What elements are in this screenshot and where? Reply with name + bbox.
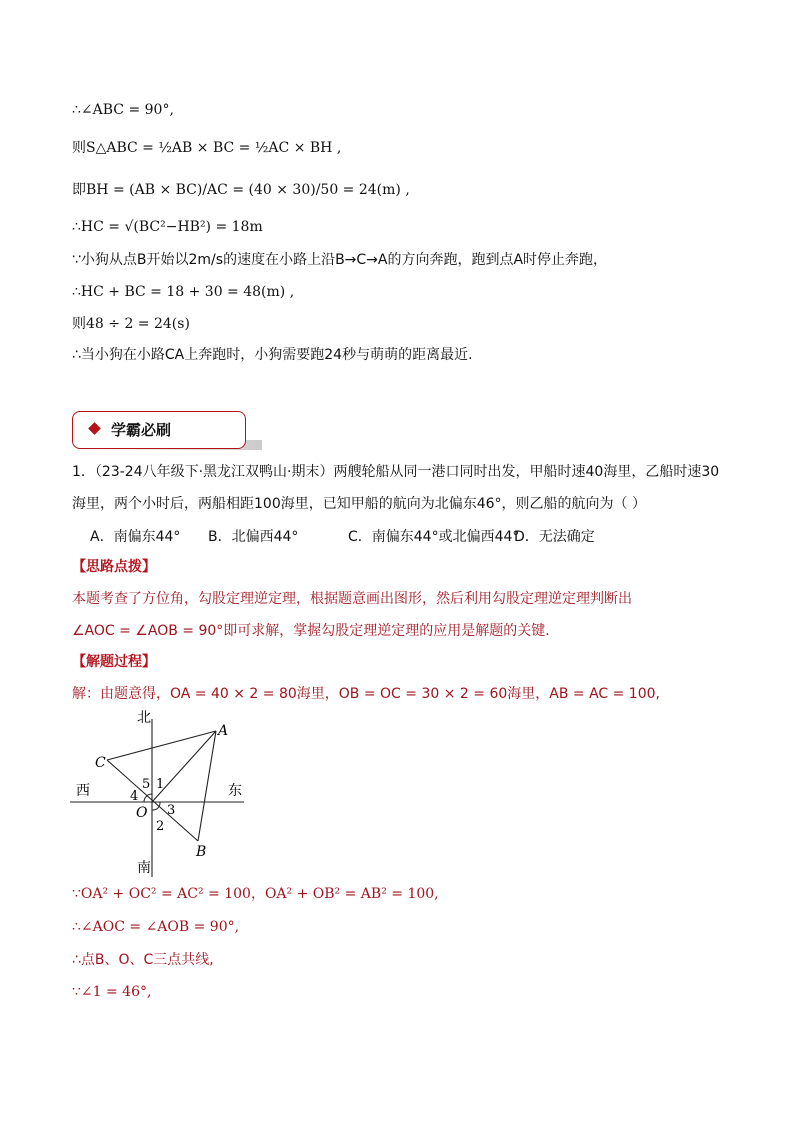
process-line-3: ∴∠AOC = ∠AOB = 90°, — [72, 919, 240, 935]
process-line-2: ∵OA² + OC² = AC² = 100，OA² + OB² = AB² = 100, — [72, 886, 439, 902]
solution-line-8: ∴当小狗在小路CA上奔跑时，小狗需要跑24秒与萌萌的距离最近. — [72, 347, 473, 363]
solution-line-6: ∴HC + BC = 18 + 30 = 48(m) , — [72, 284, 295, 300]
label-o: O — [136, 805, 148, 821]
hint-tag: 【思路点拨】 — [72, 559, 156, 575]
label-north: 北 — [137, 710, 151, 726]
label-angle-1: 1 — [156, 777, 165, 792]
solution-line-3: 即BH = (AB × BC)/AC = (40 × 30)/50 = 24(m) , — [72, 182, 410, 198]
process-line-5: ∵∠1 = 46°, — [72, 984, 152, 1000]
label-c: C — [95, 755, 106, 771]
hint-text-2: ∠AOC = ∠AOB = 90°即可求解，掌握勾股定理逆定理的应用是解题的关键. — [72, 623, 550, 639]
option-d: D．无法确定 — [514, 529, 595, 545]
question-source: （23-24八年级下·黑龙江双鸭山·期末） — [94, 464, 334, 480]
angle-arc-2 — [152, 808, 158, 810]
segment-ca — [107, 731, 216, 760]
label-b: B — [196, 844, 207, 860]
process-line-1: 解：由题意得，OA = 40 × 2 = 80海里，OB = OC = 30 × 2 = 60海里，AB = AC = 100, — [72, 686, 660, 702]
label-east: 东 — [228, 783, 242, 799]
process-tag: 【解题过程】 — [72, 654, 156, 670]
question-text-1: 两艘轮船从同一港口同时出发，甲船时速40海里，乙船时速30 — [333, 464, 720, 480]
section-header — [72, 411, 246, 449]
angle-arc-4 — [144, 794, 152, 802]
solution-line-1: ∴∠ABC = 90°, — [72, 102, 174, 118]
label-south: 南 — [137, 860, 151, 876]
solution-line-7: 则48 ÷ 2 = 24(s) — [72, 316, 190, 332]
hint-text-1: 本题考查了方位角，勾股定理逆定理，根据题意画出图形，然后利用勾股定理逆定理判断出 — [72, 591, 632, 607]
solution-line-2: 则S△ABC = ½AB × BC = ½AC × BH , — [72, 140, 342, 156]
option-b: B．北偏西44° — [208, 529, 299, 545]
question-line-1 — [72, 462, 719, 482]
label-angle-4: 4 — [130, 789, 139, 804]
label-a: A — [218, 723, 229, 739]
label-angle-2: 2 — [156, 819, 165, 834]
direction-diagram — [70, 705, 250, 880]
solution-line-4: ∴HC = √(BC²−HB²) = 18m — [72, 219, 263, 235]
option-a: A．南偏东44° — [90, 529, 181, 545]
section-title: 学霸必刷 — [111, 421, 172, 439]
process-line-4: ∴点B、O、C三点共线, — [72, 952, 214, 968]
label-west: 西 — [76, 783, 90, 799]
diamond-icon — [88, 422, 101, 435]
label-angle-5: 5 — [142, 777, 151, 792]
question-number: 1． — [72, 464, 95, 480]
option-c: C．南偏东44°或北偏西44° — [348, 529, 520, 545]
question-line-2: 海里，两个小时后，两船相距100海里，已知甲船的航向为北偏东46°，则乙船的航向为（ ） — [72, 496, 646, 512]
label-angle-3: 3 — [167, 803, 176, 818]
solution-line-5: ∵小狗从点B开始以2m/s的速度在小路上沿B→C→A的方向奔跑，跑到点A时停止奔跑， — [72, 252, 608, 268]
